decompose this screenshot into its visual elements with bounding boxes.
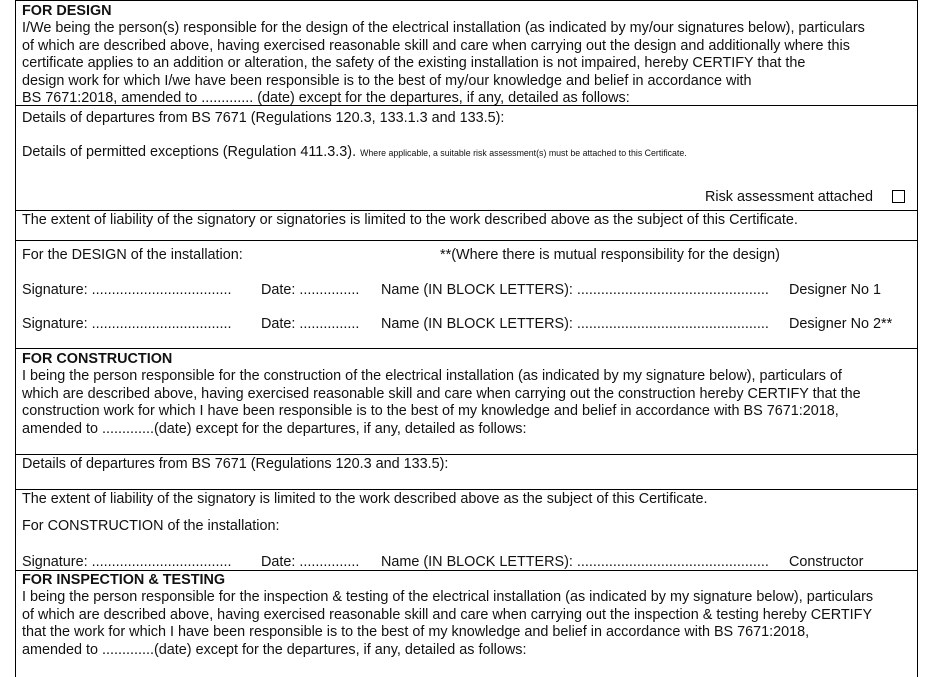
inspection-line: I being the person responsible for the inspection & testing of the electrical installation (as indicated by my signature below), particulars <box>22 589 874 605</box>
design-line: BS 7671:2018, amended to ............. (date) except for the departures, if any, detailed as follows: <box>22 90 630 106</box>
constructor-name-field[interactable]: Name (IN BLOCK LETTERS): ................................................ <box>381 554 769 570</box>
risk-assessment-checkbox[interactable] <box>892 190 905 203</box>
mutual-responsibility-note: **(Where there is mutual responsibility for the design) <box>440 247 780 263</box>
design-departures-label: Details of departures from BS 7671 (Regulations 120.3, 133.1.3 and 133.5): <box>22 110 505 126</box>
constructor-signature-field[interactable]: Signature: ................................... <box>22 554 232 570</box>
construction-declaration <box>22 368 912 438</box>
construction-line: which are described above, having exercised reasonable skill and care when carrying out the construction hereby CERTIFY that the <box>22 385 861 402</box>
construction-liability: The extent of liability of the signatory is limited to the work described above as the subject of this Certificate. <box>22 491 708 507</box>
rule-construction-liability <box>15 489 918 490</box>
designer1-role-label: Designer No 1 <box>789 282 881 298</box>
design-line: of which are described above, having exercised reasonable skill and care when carrying out the design and additionally where this <box>22 37 850 54</box>
design-line: design work for which I/we have been responsible is to the best of my/our knowledge and belief in accordance with <box>22 72 752 89</box>
inspection-line: that the work for which I have been responsible is to the best of my knowledge and belief in accordance with BS 7671:2018, <box>22 624 810 640</box>
design-liability: The extent of liability of the signatory or signatories is limited to the work described above as the subject of this Certificate. <box>22 212 798 228</box>
designer1-name-field[interactable]: Name (IN BLOCK LETTERS): ................................................ <box>381 282 769 298</box>
inspection-declaration <box>22 589 912 659</box>
for-design-label: For the DESIGN of the installation: <box>22 247 243 263</box>
rule-design-signatures <box>15 240 918 241</box>
construction-line: construction work for which I have been responsible is to the best of my knowledge and belief in accordance with BS 7671:2018, <box>22 403 839 419</box>
inspection-line: of which are described above, having exercised reasonable skill and care when carrying out the inspection & testing hereby CERTIFY <box>22 606 873 623</box>
design-exceptions-line <box>22 144 687 162</box>
constructor-date-field[interactable]: Date: ............... <box>261 554 360 570</box>
rule-construction <box>15 348 918 349</box>
rule-top <box>15 0 918 1</box>
design-exceptions-note: Where applicable, a suitable risk assessment(s) must be attached to this Certificate. <box>360 148 687 158</box>
constructor-role-label: Constructor <box>789 554 864 570</box>
designer2-date-field[interactable]: Date: ............... <box>261 316 360 332</box>
rule-construction-departures <box>15 454 918 455</box>
risk-assessment-label: Risk assessment attached <box>705 189 873 205</box>
designer2-role-label: Designer No 2** <box>789 316 893 332</box>
design-declaration <box>22 20 912 108</box>
designer2-name-field[interactable]: Name (IN BLOCK LETTERS): ................................................ <box>381 316 769 332</box>
designer1-date-field[interactable]: Date: ............... <box>261 282 360 298</box>
inspection-line: amended to .............(date) except for the departures, if any, detailed as follows: <box>22 641 527 658</box>
inspection-heading: FOR INSPECTION & TESTING <box>22 572 226 588</box>
design-exceptions-label: Details of permitted exceptions (Regulation 411.3.3). <box>22 144 357 160</box>
construction-line: amended to .............(date) except for the departures, if any, detailed as follows: <box>22 420 527 437</box>
construction-heading: FOR CONSTRUCTION <box>22 351 173 367</box>
construction-line: I being the person responsible for the construction of the electrical installation (as indicated by my signature below), particulars of <box>22 368 842 384</box>
design-line: I/We being the person(s) responsible for the design of the electrical installation (as indicated by my/our signatures below), particulars <box>22 20 865 36</box>
rule-design-liability <box>15 210 918 211</box>
designer1-signature-field[interactable]: Signature: ................................... <box>22 282 232 298</box>
design-line: certificate applies to an addition or alteration, the safety of the existing installation is not impaired, hereby CERTIFY that the <box>22 55 806 71</box>
designer2-signature-field[interactable]: Signature: ................................... <box>22 316 232 332</box>
for-construction-label: For CONSTRUCTION of the installation: <box>22 518 280 534</box>
design-heading: FOR DESIGN <box>22 3 112 19</box>
construction-departures-label: Details of departures from BS 7671 (Regulations 120.3 and 133.5): <box>22 456 449 472</box>
